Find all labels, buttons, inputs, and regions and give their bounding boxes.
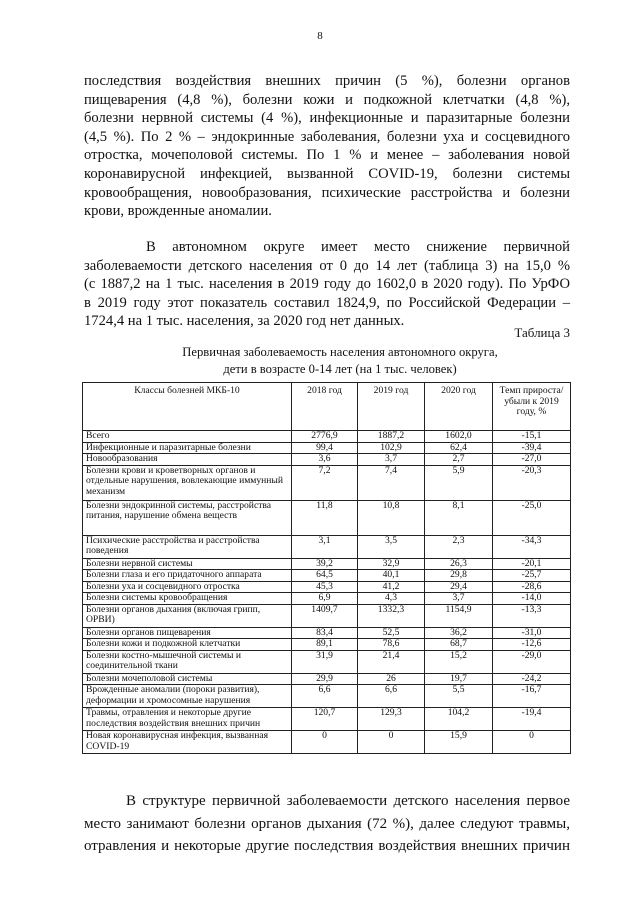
disease-class-cell: Болезни нервной системы bbox=[83, 558, 292, 570]
value-cell: 7,4 bbox=[358, 465, 425, 500]
value-cell: 39,2 bbox=[292, 558, 358, 570]
value-cell: 104,2 bbox=[425, 708, 493, 731]
value-cell: 15,9 bbox=[425, 731, 493, 754]
disease-class-cell: Болезни уха и сосцевидного отростка bbox=[83, 581, 292, 593]
value-cell: -31,0 bbox=[493, 627, 571, 639]
disease-class-cell: Психические расстройства и расстройства поведения bbox=[83, 535, 292, 558]
table-row bbox=[83, 650, 571, 673]
paragraph-2 bbox=[84, 238, 570, 331]
table-row bbox=[83, 639, 571, 651]
disease-class-cell: Болезни мочеполовой системы bbox=[83, 673, 292, 685]
value-cell: 21,4 bbox=[358, 650, 425, 673]
value-cell: 129,3 bbox=[358, 708, 425, 731]
text-line: место занимают болезни органов дыхания (72 %), далее следуют травмы, bbox=[84, 815, 570, 832]
table-row bbox=[83, 558, 571, 570]
value-cell: -12,6 bbox=[493, 639, 571, 651]
paragraph-3 bbox=[84, 790, 570, 858]
page-number: 8 bbox=[317, 30, 323, 42]
value-cell: 45,3 bbox=[292, 581, 358, 593]
disease-class-cell: Новая коронавирусная инфекция, вызванная COVID-19 bbox=[83, 731, 292, 754]
text-line: заболеваемости детского населения от 0 до 14 лет (таблица 3) на 15,0 % bbox=[84, 257, 570, 274]
value-cell: 1409,7 bbox=[292, 604, 358, 627]
value-cell: 19,7 bbox=[425, 673, 493, 685]
value-cell: -16,7 bbox=[493, 685, 571, 708]
table-row bbox=[83, 465, 571, 500]
value-cell: 7,2 bbox=[292, 465, 358, 500]
value-cell: 36,2 bbox=[425, 627, 493, 639]
text-line: кровообращения, новообразования, психические расстройства и болезни bbox=[84, 184, 570, 201]
value-cell: -39,4 bbox=[493, 442, 571, 454]
value-cell: 3,5 bbox=[358, 535, 425, 558]
table-title bbox=[120, 344, 560, 378]
value-cell: 4,3 bbox=[358, 593, 425, 605]
table-row bbox=[83, 500, 571, 535]
value-cell: 1602,0 bbox=[425, 431, 493, 443]
value-cell: 78,6 bbox=[358, 639, 425, 651]
value-cell: -25,7 bbox=[493, 570, 571, 582]
value-cell: 64,5 bbox=[292, 570, 358, 582]
value-cell: 0 bbox=[493, 731, 571, 754]
value-cell: 29,9 bbox=[292, 673, 358, 685]
value-cell: -34,3 bbox=[493, 535, 571, 558]
value-cell: 3,6 bbox=[292, 454, 358, 466]
value-cell: 6,6 bbox=[358, 685, 425, 708]
text-line: 1724,4 на 1 тыс. населения, за 2020 год нет данных. bbox=[84, 313, 405, 330]
text-line: (4,5 %). По 2 % – эндокринные заболевания, болезни уха и сосцевидного bbox=[84, 128, 570, 145]
value-cell: 5,9 bbox=[425, 465, 493, 500]
morbidity-table bbox=[82, 382, 571, 754]
text-line: крови, врожденные аномалии. bbox=[84, 203, 272, 220]
table-row bbox=[83, 673, 571, 685]
table-row bbox=[83, 604, 571, 627]
paragraph-1 bbox=[84, 72, 570, 221]
value-cell: -29,0 bbox=[493, 650, 571, 673]
value-cell: 120,7 bbox=[292, 708, 358, 731]
value-cell: 29,4 bbox=[425, 581, 493, 593]
value-cell: -14,0 bbox=[493, 593, 571, 605]
text-line: В структуре первичной заболеваемости детского населения первое bbox=[126, 793, 570, 809]
disease-class-cell: Болезни системы кровообращения bbox=[83, 593, 292, 605]
value-cell: 0 bbox=[358, 731, 425, 754]
value-cell: 3,7 bbox=[425, 593, 493, 605]
text-line: последствия воздействия внешних причин (5 %), болезни органов bbox=[84, 73, 570, 89]
text-line: В автономном округе имеет место снижение первичной bbox=[146, 239, 570, 255]
disease-class-cell: Болезни органов дыхания (включая грипп, ОРВИ) bbox=[83, 604, 292, 627]
value-cell: -20,3 bbox=[493, 465, 571, 500]
disease-class-cell: Болезни крови и кроветворных органов и отдельные нарушения, вовлекающие иммунный механизм bbox=[83, 465, 292, 500]
table-row bbox=[83, 570, 571, 582]
table-row bbox=[83, 593, 571, 605]
value-cell: 89,1 bbox=[292, 639, 358, 651]
table-row bbox=[83, 442, 571, 454]
value-cell: 62,4 bbox=[425, 442, 493, 454]
value-cell: -28,6 bbox=[493, 581, 571, 593]
table-row bbox=[83, 454, 571, 466]
value-cell: 102,9 bbox=[358, 442, 425, 454]
header-2019: 2019 год bbox=[358, 383, 425, 431]
value-cell: 68,7 bbox=[425, 639, 493, 651]
value-cell: 32,9 bbox=[358, 558, 425, 570]
value-cell: -20,1 bbox=[493, 558, 571, 570]
value-cell: 1887,2 bbox=[358, 431, 425, 443]
value-cell: 3,7 bbox=[358, 454, 425, 466]
value-cell: -25,0 bbox=[493, 500, 571, 535]
value-cell: 6,6 bbox=[292, 685, 358, 708]
value-cell: -15,1 bbox=[493, 431, 571, 443]
header-2018: 2018 год bbox=[292, 383, 358, 431]
value-cell: -13,3 bbox=[493, 604, 571, 627]
text-line: пищеварения (4,8 %), болезни кожи и подкожной клетчатки (4,8 %), bbox=[84, 91, 570, 108]
value-cell: 2,7 bbox=[425, 454, 493, 466]
value-cell: 6,9 bbox=[292, 593, 358, 605]
value-cell: 10,8 bbox=[358, 500, 425, 535]
value-cell: 11,8 bbox=[292, 500, 358, 535]
disease-class-cell: Болезни глаза и его придаточного аппарата bbox=[83, 570, 292, 582]
table-title-line-2: дети в возрасте 0-14 лет (на 1 тыс. человек) bbox=[223, 362, 457, 376]
text-line: болезни нервной системы (4 %), инфекционные и паразитарные болезни bbox=[84, 110, 570, 127]
disease-class-cell: Всего bbox=[83, 431, 292, 443]
header-disease-class: Классы болезней МКБ-10 bbox=[83, 383, 292, 431]
header-2020: 2020 год bbox=[425, 383, 493, 431]
disease-class-cell: Болезни эндокринной системы, расстройства питания, нарушение обмена веществ bbox=[83, 500, 292, 535]
value-cell: 26 bbox=[358, 673, 425, 685]
value-cell: -19,4 bbox=[493, 708, 571, 731]
disease-class-cell: Новообразования bbox=[83, 454, 292, 466]
value-cell: -27,0 bbox=[493, 454, 571, 466]
value-cell: 40,1 bbox=[358, 570, 425, 582]
table-title-line-1: Первичная заболеваемость населения автономного округа, bbox=[182, 345, 498, 359]
value-cell: 2,3 bbox=[425, 535, 493, 558]
value-cell: 99,4 bbox=[292, 442, 358, 454]
table-row bbox=[83, 627, 571, 639]
disease-class-cell: Болезни органов пищеварения bbox=[83, 627, 292, 639]
table-row bbox=[83, 581, 571, 593]
value-cell: 5,5 bbox=[425, 685, 493, 708]
table-row bbox=[83, 431, 571, 443]
text-line: коронавирусной инфекцией, вызванной COVID-19, болезни системы bbox=[84, 165, 570, 182]
disease-class-cell: Инфекционные и паразитарные болезни bbox=[83, 442, 292, 454]
table-header-row bbox=[83, 383, 571, 431]
text-line: отростка, мочеполовой системы. По 1 % и менее – заболевания новой bbox=[84, 147, 570, 164]
value-cell: -24,2 bbox=[493, 673, 571, 685]
table-row bbox=[83, 731, 571, 754]
value-cell: 31,9 bbox=[292, 650, 358, 673]
disease-class-cell: Врожденные аномалии (пороки развития), деформации и хромосомные нарушения bbox=[83, 685, 292, 708]
disease-class-cell: Болезни кожи и подкожной клетчатки bbox=[83, 639, 292, 651]
value-cell: 2776,9 bbox=[292, 431, 358, 443]
text-line: (с 1887,2 на 1 тыс. населения в 2019 году до 1602,0 в 2020 году). По УрФО bbox=[84, 276, 570, 293]
disease-class-cell: Болезни костно-мышечной системы и соединительной ткани bbox=[83, 650, 292, 673]
header-growth-rate: Темп прироста/ убыли к 2019 году, % bbox=[493, 383, 571, 431]
value-cell: 1154,9 bbox=[425, 604, 493, 627]
value-cell: 3,1 bbox=[292, 535, 358, 558]
disease-class-cell: Травмы, отравления и некоторые другие последствия воздействия внешних причин bbox=[83, 708, 292, 731]
value-cell: 52,5 bbox=[358, 627, 425, 639]
table-row bbox=[83, 708, 571, 731]
table-row bbox=[83, 685, 571, 708]
value-cell: 8,1 bbox=[425, 500, 493, 535]
text-line: отравления и некоторые другие последствия воздействия внешних причин bbox=[84, 838, 570, 854]
text-line: в 2019 году этот показатель составил 1824,9, по Российской Федерации – bbox=[84, 294, 570, 311]
value-cell: 41,2 bbox=[358, 581, 425, 593]
value-cell: 26,3 bbox=[425, 558, 493, 570]
table-label: Таблица 3 bbox=[514, 325, 570, 340]
value-cell: 83,4 bbox=[292, 627, 358, 639]
value-cell: 15,2 bbox=[425, 650, 493, 673]
table-row bbox=[83, 535, 571, 558]
value-cell: 29,8 bbox=[425, 570, 493, 582]
value-cell: 1332,3 bbox=[358, 604, 425, 627]
value-cell: 0 bbox=[292, 731, 358, 754]
